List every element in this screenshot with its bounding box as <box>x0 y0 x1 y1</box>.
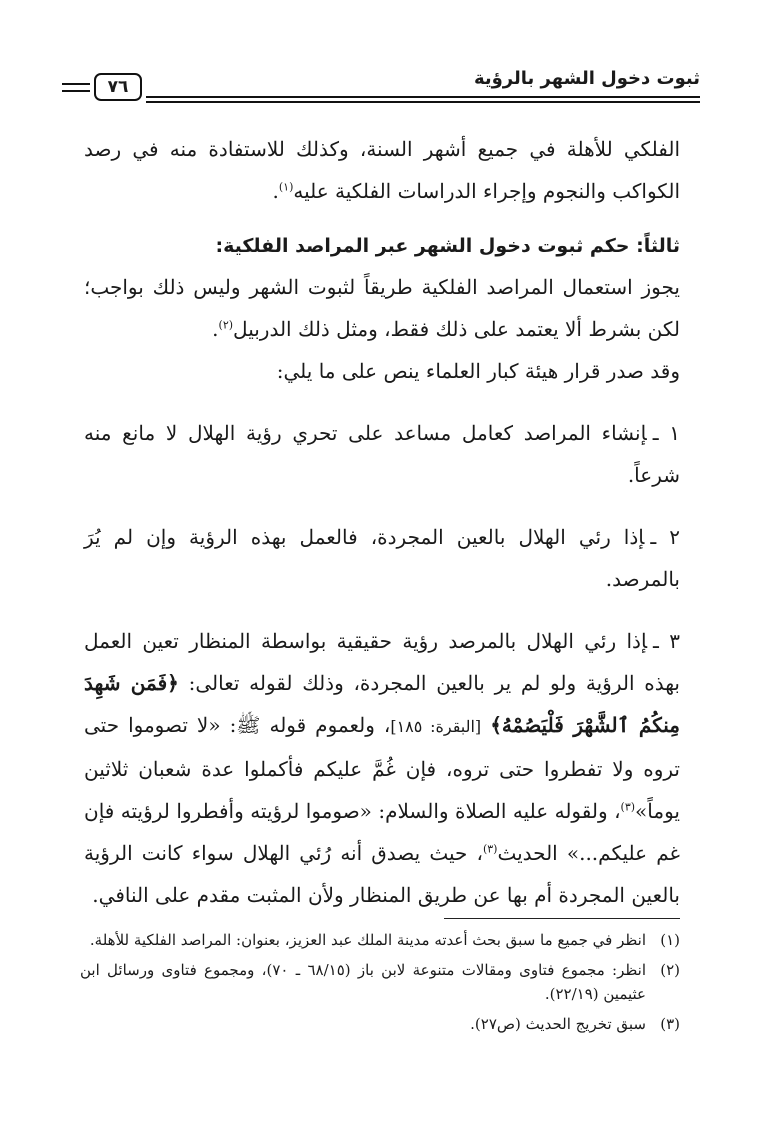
footnote-number: (٢) <box>660 961 680 979</box>
quran-verse: ﴿فَمَن شَهِدَ مِنكُمُ ٱلشَّهْرَ فَلْيَصُمْهُ﴾ <box>84 671 680 737</box>
header-rule-top <box>146 96 700 98</box>
footnote-text: انظر في جميع ما سبق بحث أعدته مدينة الملك عبد العزيز، بعنوان: المراصد الفلكية للأهلة. <box>89 931 646 949</box>
list-item-2: ٢ ـإذا رئي الهلال بالعين المجردة، فالعمل بهذه الرؤية وإن لم يُرَ بالمرصد. <box>84 525 681 591</box>
item-number: ٢ ـ <box>650 525 681 549</box>
footnote-ref: (١) <box>278 180 294 194</box>
footnote-ref: (٢) <box>218 318 234 332</box>
paragraph-ruling: يجوز استعمال المراصد الفلكية طريقاً لثبوت الشهر وليس ذلك بواجب؛ لكن بشرط ألا يعتمد على ذلك فقط، ومثل ذلك الدربيل$^{(٢)}$. <box>84 275 680 341</box>
header-rule-left-bottom <box>62 90 90 92</box>
section-heading: ثالثاً: حكم ثبوت دخول الشهر عبر المراصد الفلكية: <box>215 235 680 257</box>
footnote-text: سبق تخريج الحديث (ص٢٧). <box>470 1015 646 1033</box>
paragraph-decision-intro: وقد صدر قرار هيئة كبار العلماء ينص على ما يلي: <box>276 359 680 383</box>
verse-reference: [البقرة: ١٨٥] <box>390 717 482 736</box>
footnote-ref: (٣) <box>482 842 498 856</box>
footnotes <box>80 928 680 1042</box>
footnote-number: (١) <box>660 931 680 949</box>
list-item-1: ١ ـإنشاء المراصد كعامل مساعد على تحري رؤية الهلال لا مانع منه شرعاً. <box>84 421 680 487</box>
paragraph-continuation: الفلكي للأهلة في جميع أشهر السنة، وكذلك للاستفادة منه في رصد الكواكب والنجوم وإجراء الدراسات الفلكية عليه$^{(١)}$. <box>84 137 680 203</box>
page-number: ٧٦ <box>94 73 142 101</box>
footnote-1 <box>80 928 680 952</box>
footnote-ref: (٣) <box>620 800 636 814</box>
footnote-number: (٣) <box>660 1015 680 1033</box>
page-header <box>62 62 700 106</box>
item-number: ١ ـ <box>652 421 680 445</box>
running-title: ثبوت دخول الشهر بالرؤية <box>473 68 700 89</box>
header-rule-bottom <box>146 101 700 103</box>
item-number: ٣ ـ <box>653 629 681 653</box>
list-item-3: ٣ ـإذا رئي الهلال بالمرصد رؤية حقيقية بواسطة المنظار تعين العمل بهذه الرؤية ولو لم ير بالعين المجردة، وذلك لقوله تعالى: ﴿فَمَن شَهِدَ مِنكُمُ ٱلشَّهْرَ فَلْيَصُمْهُ﴾ [البقرة: ١٨٥]، ولعموم قوله ﷺ: «لا تصوموا حتى تروه ولا تفطروا حتى تروه، فإن غُمَّ عليكم فأكملوا عدة شعبان ثلاثين يوماً»$^{(٣)}$، ولقوله عليه الصلاة والسلام: «صوموا لرؤيته وأفطروا لرؤيته فإن غم عليكم...» الحديث$^{(٣)}$، حيث يصدق أنه رُئي الهلال سواء كانت الرؤية بالعين المجردة أم بها عن طريق المنظار ولأن المثبت مقدم على النافي. <box>84 629 681 907</box>
main-text <box>84 128 680 916</box>
footnote-3 <box>80 1012 680 1036</box>
footnote-text: انظر: مجموع فتاوى ومقالات متنوعة لابن باز (٦٨/١٥ ـ ٧٠)، ومجموع فتاوى ورسائل ابن عثيمين (٢٢/١٩). <box>80 961 647 1003</box>
footnote-separator <box>444 918 680 919</box>
footnote-2 <box>80 958 680 1006</box>
header-rule-left-top <box>62 83 90 85</box>
